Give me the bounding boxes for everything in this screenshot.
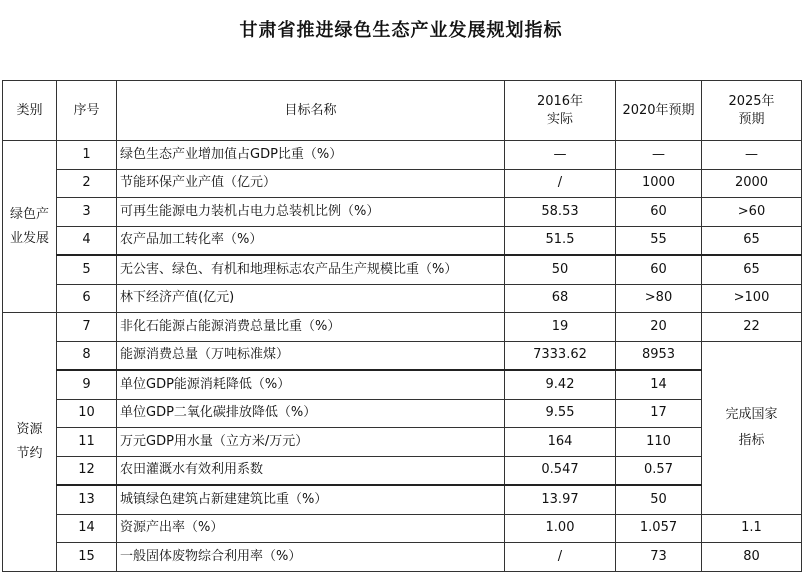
row-2020: 1.057 bbox=[616, 514, 702, 543]
table-row bbox=[3, 198, 802, 227]
national-target-cell: 完成国家 指标 bbox=[702, 341, 802, 514]
row-2016: 13.97 bbox=[505, 485, 616, 514]
row-name: 可再生能源电力装机占电力总装机比例（%） bbox=[117, 198, 505, 227]
row-2020: 60 bbox=[616, 255, 702, 284]
row-2020: 17 bbox=[616, 399, 702, 428]
table-row bbox=[3, 313, 802, 342]
row-2016: 7333.62 bbox=[505, 341, 616, 370]
header-2020: 2020年预期 bbox=[616, 81, 702, 141]
row-2020: 8953 bbox=[616, 341, 702, 370]
row-2025: 65 bbox=[702, 255, 802, 284]
row-2020: 0.57 bbox=[616, 456, 702, 485]
row-no: 9 bbox=[57, 370, 117, 399]
table-row bbox=[3, 141, 802, 170]
row-name: 农田灌溉水有效利用系数 bbox=[117, 456, 505, 485]
table-row bbox=[3, 399, 802, 428]
row-2025: 80 bbox=[702, 543, 802, 572]
row-2016: — bbox=[505, 141, 616, 170]
row-name: 绿色生态产业增加值占GDP比重（%） bbox=[117, 141, 505, 170]
row-no: 7 bbox=[57, 313, 117, 342]
row-name: 万元GDP用水量（立方米/万元） bbox=[117, 428, 505, 457]
table-row bbox=[3, 226, 802, 255]
header-category: 类别 bbox=[3, 81, 57, 141]
row-2016: 164 bbox=[505, 428, 616, 457]
row-2016: 50 bbox=[505, 255, 616, 284]
row-2020: 60 bbox=[616, 198, 702, 227]
header-2016: 2016年 实际 bbox=[505, 81, 616, 141]
header-2025: 2025年 预期 bbox=[702, 81, 802, 141]
row-2025: >60 bbox=[702, 198, 802, 227]
row-2016: / bbox=[505, 543, 616, 572]
row-2025: 22 bbox=[702, 313, 802, 342]
row-no: 5 bbox=[57, 255, 117, 284]
header-row bbox=[3, 81, 802, 141]
table-row bbox=[3, 428, 802, 457]
row-2016: / bbox=[505, 169, 616, 198]
row-name: 无公害、绿色、有机和地理标志农产品生产规模比重（%） bbox=[117, 255, 505, 284]
table-row bbox=[3, 255, 802, 284]
page-title: 甘肃省推进绿色生态产业发展规划指标 bbox=[239, 20, 563, 41]
row-2020: 14 bbox=[616, 370, 702, 399]
row-no: 1 bbox=[57, 141, 117, 170]
row-2016: 68 bbox=[505, 284, 616, 313]
row-2025: 1.1 bbox=[702, 514, 802, 543]
row-name: 城镇绿色建筑占新建建筑比重（%） bbox=[117, 485, 505, 514]
row-2025: >100 bbox=[702, 284, 802, 313]
row-name: 非化石能源占能源消费总量比重（%） bbox=[117, 313, 505, 342]
row-2016: 58.53 bbox=[505, 198, 616, 227]
row-2025: 65 bbox=[702, 226, 802, 255]
row-no: 2 bbox=[57, 169, 117, 198]
row-2020: 110 bbox=[616, 428, 702, 457]
row-name: 节能环保产业产值（亿元） bbox=[117, 169, 505, 198]
row-name: 单位GDP能源消耗降低（%） bbox=[117, 370, 505, 399]
category-resource: 资源 节约 bbox=[3, 313, 57, 572]
table-row bbox=[3, 514, 802, 543]
row-name: 资源产出率（%） bbox=[117, 514, 505, 543]
row-name: 一般固体废物综合利用率（%） bbox=[117, 543, 505, 572]
row-no: 11 bbox=[57, 428, 117, 457]
row-no: 3 bbox=[57, 198, 117, 227]
row-2020: 20 bbox=[616, 313, 702, 342]
row-no: 8 bbox=[57, 341, 117, 370]
row-no: 4 bbox=[57, 226, 117, 255]
row-no: 6 bbox=[57, 284, 117, 313]
row-no: 14 bbox=[57, 514, 117, 543]
row-2025: — bbox=[702, 141, 802, 170]
row-2020: >80 bbox=[616, 284, 702, 313]
row-2016: 9.42 bbox=[505, 370, 616, 399]
row-no: 15 bbox=[57, 543, 117, 572]
table-row bbox=[3, 169, 802, 198]
table-row bbox=[3, 341, 802, 370]
row-2020: 50 bbox=[616, 485, 702, 514]
table-row bbox=[3, 456, 802, 485]
row-2016: 19 bbox=[505, 313, 616, 342]
row-name: 单位GDP二氧化碳排放降低（%） bbox=[117, 399, 505, 428]
row-2016: 1.00 bbox=[505, 514, 616, 543]
row-2025: 2000 bbox=[702, 169, 802, 198]
row-2020: 73 bbox=[616, 543, 702, 572]
row-name: 农产品加工转化率（%） bbox=[117, 226, 505, 255]
header-name: 目标名称 bbox=[117, 81, 505, 141]
table-row bbox=[3, 485, 802, 514]
row-name: 林下经济产值(亿元) bbox=[117, 284, 505, 313]
category-green: 绿色产 业发展 bbox=[3, 141, 57, 313]
row-no: 13 bbox=[57, 485, 117, 514]
row-name: 能源消费总量（万吨标准煤） bbox=[117, 341, 505, 370]
table-row bbox=[3, 370, 802, 399]
row-2020: — bbox=[616, 141, 702, 170]
table-row bbox=[3, 543, 802, 572]
row-2016: 51.5 bbox=[505, 226, 616, 255]
table-row bbox=[3, 284, 802, 313]
row-no: 12 bbox=[57, 456, 117, 485]
row-no: 10 bbox=[57, 399, 117, 428]
row-2020: 55 bbox=[616, 226, 702, 255]
row-2016: 9.55 bbox=[505, 399, 616, 428]
header-seq: 序号 bbox=[57, 81, 117, 141]
row-2020: 1000 bbox=[616, 169, 702, 198]
indicator-table bbox=[2, 80, 802, 572]
row-2016: 0.547 bbox=[505, 456, 616, 485]
